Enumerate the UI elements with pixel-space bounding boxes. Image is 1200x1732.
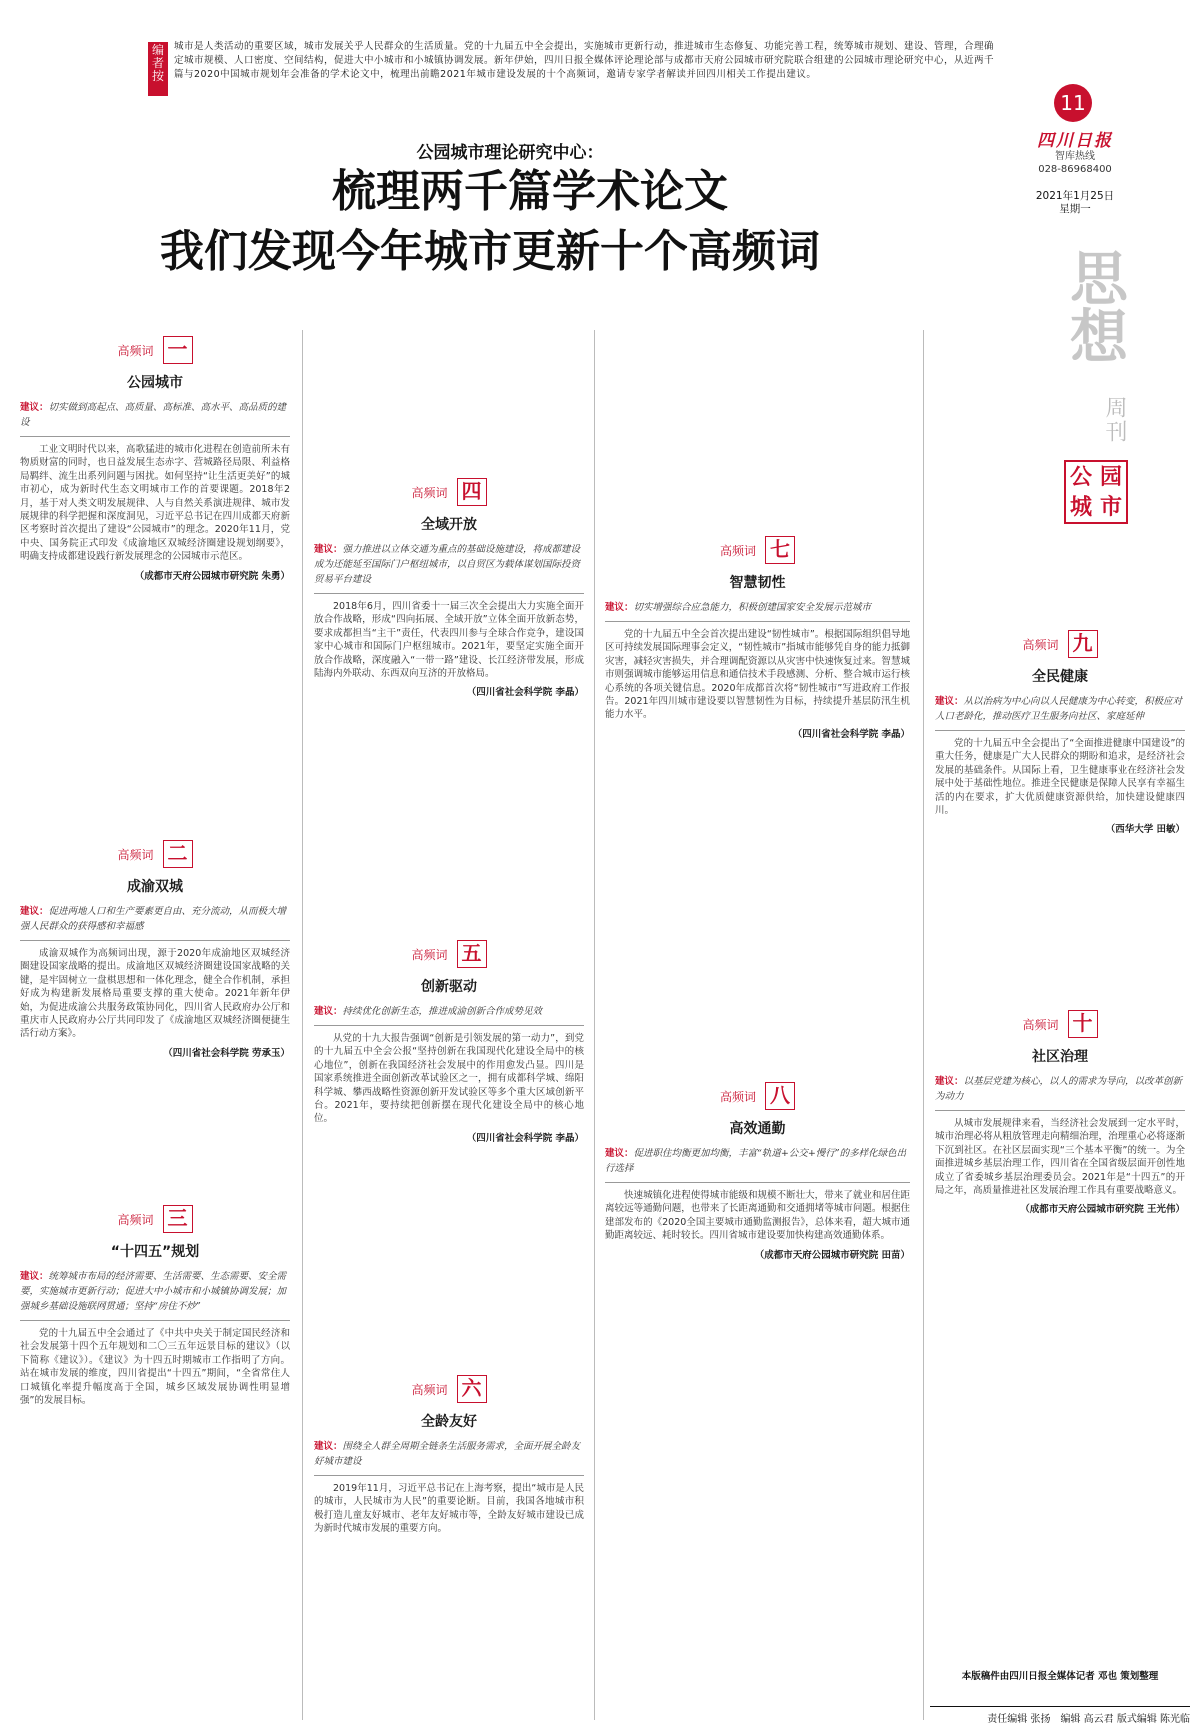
section-advice xyxy=(20,400,290,430)
advice-text: 促进职住均衡更加均衡，丰富“轨道+公交+慢行”的多样化绿色出行选择 xyxy=(605,1148,907,1174)
advice-label: 建议： xyxy=(605,1148,634,1159)
freq-label: 高频词 xyxy=(117,847,154,862)
freq-label: 高频词 xyxy=(117,1212,154,1227)
weekly-title: 思想 xyxy=(1060,248,1128,364)
section-signature: （四川省社会科学院 李晶） xyxy=(792,728,910,740)
section-10 xyxy=(935,1010,1185,1215)
section-title: 全域开放 xyxy=(421,517,477,533)
headline-kicker: 公园城市理论研究中心： xyxy=(416,143,604,163)
advice-label: 建议： xyxy=(314,1441,343,1452)
section-advice xyxy=(605,1146,910,1176)
section-title: 社区治理 xyxy=(1032,1049,1088,1065)
section-number: 二 xyxy=(163,840,193,868)
advice-label: 建议： xyxy=(20,1271,49,1282)
section-separator xyxy=(20,1320,290,1321)
section-number: 六 xyxy=(457,1375,487,1403)
section-body: 党的十九届五中全会提出了“全面推进健康中国建设”的重大任务，健康是广大人民群众的期盼和追求，是经济社会发展的基础条件。从国际上看，卫生健康事业在经济社会发展中处于基础性地位。推进全民健康是保障人民享有幸福生活的内在要求，扩大优质健康资源供给，加快建设健康四川。 xyxy=(935,738,1185,817)
section-header xyxy=(605,536,910,568)
advice-label: 建议： xyxy=(935,1076,964,1087)
section-body: 2018年6月，四川省委十一届三次全会提出大力实施全面开放合作战略，形成“四向拓展、全域开放”立体全面开放新态势，要求成都担当“主干”责任，代表四川参与全球合作竞争，建设国家中心城市和国际门户枢纽城市。2021年，要坚定实施全面开放合作战略，深度融入“一带一路”建设、长江经济带发展，形成陆海内外联动、东西双向互济的开放格局。 xyxy=(314,601,584,680)
section-signature: （成都市天府公园城市研究院 朱勇） xyxy=(134,570,290,582)
section-body: 工业文明时代以来，高歌猛进的城市化进程在创造前所未有物质财富的同时，也日益发展生态赤字、营城路径局限、利益格局羁绊、流生出系列问题与困扰。如何坚持“让生活更美好”的城市初心，成为新时代生态文明城市工作的首要课题。2018年2月，基于对人类文明发展规律、人与自然关系演进规律、城市发展规律的科学把握和深度洞见，习近平总书记在四川成都天府新区考察时首次提出了建设“公园城市”的理念。2020年11月，党中央、国务院正式印发《成渝地区双城经济圈建设规划纲要》，明确支持成都建设践行新发展理念的公园城市示范区。 xyxy=(20,444,290,563)
section-3 xyxy=(20,1205,290,1411)
section-9 xyxy=(935,630,1185,835)
section-number: 九 xyxy=(1068,630,1098,658)
section-8 xyxy=(605,1082,910,1261)
issue-date: 2021年1月25日 xyxy=(1035,190,1115,202)
advice-text: 切实增强综合应急能力，积极创建国家安全发展示范城市 xyxy=(633,602,872,613)
section-separator xyxy=(935,730,1185,731)
issue-weekday: 星期一 xyxy=(1059,203,1091,215)
headline-line-1: 梳理两千篇学术论文 xyxy=(332,166,728,217)
freq-label: 高频词 xyxy=(1022,637,1059,652)
advice-text: 持续优化创新生态，推进成渝创新合作成势见效 xyxy=(342,1006,543,1017)
advice-text: 从以治病为中心向以人民健康为中心转变，积极应对人口老龄化，推动医疗卫生服务向社区、家庭延伸 xyxy=(935,696,1183,722)
section-title: 智慧韧性 xyxy=(729,575,786,591)
section-number: 三 xyxy=(163,1205,193,1233)
section-separator xyxy=(605,621,910,622)
section-header xyxy=(605,1082,910,1114)
section-separator xyxy=(605,1182,910,1183)
section-6 xyxy=(314,1375,584,1540)
section-number: 五 xyxy=(457,940,487,968)
section-header xyxy=(20,840,290,872)
section-separator xyxy=(314,1475,584,1476)
section-signature: （四川省社会科学院 李晶） xyxy=(466,1132,584,1144)
section-title: 全龄友好 xyxy=(421,1414,477,1430)
section-header xyxy=(314,1375,584,1407)
section-signature: （四川省社会科学院 劳承玉） xyxy=(163,1047,290,1059)
section-title: “十四五”规划 xyxy=(110,1244,200,1260)
badge-char: 园 xyxy=(1099,464,1122,490)
advice-label: 建议： xyxy=(935,696,964,707)
section-number: 八 xyxy=(765,1082,795,1110)
column-badge xyxy=(1064,460,1128,524)
editor-note-label: 编者按 xyxy=(148,42,168,96)
hotline-block xyxy=(1020,150,1130,176)
section-2 xyxy=(20,840,290,1059)
section-body: 从城市发展规律来看，当经济社会发展到一定水平时，城市治理必将从粗放管理走向精细治理，治理重心必将逐渐下沉到社区。在社区层面实现“三个基本平衡”的统一。为全面推进城乡基层治理工作，四川省在全国省级层面开创性地成立了省委城乡基层治理委员会。2021年是“十四五”的开局之年，高质量推进社区发展治理工作具有重要战略意义。 xyxy=(935,1118,1185,1197)
section-advice xyxy=(20,904,290,934)
advice-text: 统筹城市布局的经济需要、生活需要、生态需要、安全需要，实施城市更新行动；促进大中小城市和小城镇协调发展；加强城乡基础设施联网贯通；坚持“房住不炒” xyxy=(20,1271,287,1312)
section-header xyxy=(314,940,584,972)
section-separator xyxy=(935,1110,1185,1111)
section-title: 公园城市 xyxy=(127,375,183,391)
section-separator xyxy=(20,436,290,437)
section-number: 七 xyxy=(765,536,795,564)
advice-text: 围绕全人群全周期全链条生活服务需求，全面开展全龄友好城市建设 xyxy=(314,1441,581,1467)
section-header xyxy=(935,630,1185,662)
paper-name: 四川日报 xyxy=(1037,131,1113,151)
closing-credit: 本版稿件由四川日报全媒体记者 邓也 策划整理 xyxy=(961,1671,1159,1682)
section-advice xyxy=(935,1074,1185,1104)
advice-text: 强力推进以立体交通为重点的基础设施建设，将成都建设成为还能延至国际门户枢纽城市，以自贸区为载体谋划国际投资贸易平台建设 xyxy=(314,544,581,585)
section-body: 从党的十九大报告强调“创新是引领发展的第一动力”，到党的十九届五中全会公报“坚持创新在我国现代化建设全局中的核心地位”，创新在我国经济社会发展中的作用愈发凸显。四川是国家系统推进全面创新改革试验区之一，拥有成都科学城、绵阳科学城、攀西战略性资源创新开发试验区等多个重大区域创新平台。2021年，要持续把创新摆在现代化建设全局中的核心地位。 xyxy=(314,1033,584,1125)
hotline-label: 智库热线 xyxy=(1055,151,1095,162)
section-title: 高效通勤 xyxy=(729,1121,786,1137)
section-body: 快速城镇化进程使得城市能级和规模不断壮大，带来了就业和居住距离较远等通勤问题，也带来了长距离通勤和交通拥堵等城市问题。根据住建部发布的《2020全国主要城市通勤监测报告》，总体来看，超大城市通勤距离较远、耗时较长。四川省城市建设要加快构建高效通勤体系。 xyxy=(605,1190,910,1242)
advice-label: 建议： xyxy=(314,544,343,555)
section-advice xyxy=(605,600,910,615)
section-title: 成渝双城 xyxy=(127,879,183,895)
section-5 xyxy=(314,940,584,1144)
section-number: 四 xyxy=(457,478,487,506)
hotline-number: 028-86968400 xyxy=(1038,164,1112,175)
section-signature: （西华大学 田敏） xyxy=(1105,824,1185,836)
advice-label: 建议： xyxy=(20,402,49,413)
section-advice xyxy=(935,694,1185,724)
section-7 xyxy=(605,536,910,740)
section-number: 十 xyxy=(1068,1010,1098,1038)
section-body: 党的十九届五中全会首次提出建设“韧性城市”。根据国际组织倡导地区可持续发展国际理事会定义，“韧性城市”指城市能够凭自身的能力抵御灾害，减轻灾害损失，并合理调配资源以从灾害中快速恢复过来。智慧城市则强调城市能够运用信息和通信技术手段感测、分析、整合城市运行核心系统的各项关键信息。2020年成都首次将“韧性城市”写进政府工作报告。2021年四川城市建设要以智慧韧性为目标，持续提升基层防汛生机能力水平。 xyxy=(605,629,910,721)
section-separator xyxy=(20,940,290,941)
footer-credits: 责任编辑 张扬 编辑 高云君 版式编辑 陈光临 xyxy=(987,1714,1190,1725)
freq-label: 高频词 xyxy=(1022,1017,1059,1032)
section-1 xyxy=(20,336,290,582)
footer-rule xyxy=(930,1706,1190,1707)
section-advice xyxy=(314,1439,584,1469)
freq-label: 高频词 xyxy=(411,947,448,962)
section-signature: （成都市天府公园城市研究院 王光伟） xyxy=(1020,1204,1185,1216)
advice-text: 切实做到高起点、高质量、高标准、高水平、高品质的建设 xyxy=(20,402,287,428)
advice-text: 以基层党建为核心，以人的需求为导向，以改革创新为动力 xyxy=(935,1076,1183,1102)
freq-label: 高频词 xyxy=(719,543,756,558)
section-header xyxy=(20,1205,290,1237)
page-number: 11 xyxy=(1054,84,1092,122)
advice-label: 建议： xyxy=(20,906,49,917)
section-advice xyxy=(314,542,584,587)
section-header xyxy=(314,478,584,510)
section-number: 一 xyxy=(163,336,193,364)
section-body: 成渝双城作为高频词出现，源于2020年成渝地区双城经济圈建设国家战略的提出。成渝地区双城经济圈建设国家战略的关键，是牢固树立一盘棋思想和一体化理念，健全合作机制，承担好成为构建新发展格局重要支撑的重大使命。2021年新年伊始，为促进成渝公共服务政策协同化，四川省人民政府办公厅和重庆市人民政府办公厅共同印发了《成渝地区双城经济圈便捷生活行动方案》。 xyxy=(20,948,290,1040)
section-advice xyxy=(314,1004,584,1019)
section-4 xyxy=(314,478,584,698)
section-separator xyxy=(314,1025,584,1026)
editor-note-text: 城市是人类活动的重要区域，城市发展关乎人民群众的生活质量。党的十九届五中全会提出，实施城市更新行动，推进城市生态修复、功能完善工程，统筹城市规划、建设、管理，合理确定城市规模、人口密度、空间结构，促进大中小城市和小城镇协调发展。新年伊始，四川日报全媒体评论理论部与成都市天府公园城市研究院联合组建的公园城市理论研究中心，从近两千篇与2020中国城市规划年会准备的学术论文中，梳理出前瞻2021年城市建设发展的十个高频词，邀请专家学者解读并回四川相关工作提出建议。 xyxy=(174,41,994,80)
section-body: 2019年11月，习近平总书记在上海考察，提出“城市是人民的城市，人民城市为人民”的重要论断。目前，我国各地城市积极打造儿童友好城市、老年友好城市等，全龄友好城市建设已成为新时代城市发展的重要方向。 xyxy=(314,1483,584,1535)
weekly-subtitle: 周刊 xyxy=(1102,396,1127,444)
section-title: 创新驱动 xyxy=(421,979,477,995)
freq-label: 高频词 xyxy=(719,1089,756,1104)
badge-char: 公 xyxy=(1069,464,1092,490)
advice-label: 建议： xyxy=(314,1006,343,1017)
column-divider xyxy=(594,330,595,1720)
freq-label: 高频词 xyxy=(411,485,448,500)
section-header xyxy=(20,336,290,368)
section-header xyxy=(935,1010,1185,1042)
column-divider xyxy=(923,330,924,1720)
advice-text: 促进两地人口和生产要素更自由、充分流动，从而极大增强人民群众的获得感和幸福感 xyxy=(20,906,287,932)
advice-label: 建议： xyxy=(605,602,634,613)
section-body: 党的十九届五中全会通过了《中共中央关于制定国民经济和社会发展第十四个五年规划和二〇三五年远景目标的建议》（以下简称《建议》）。《建议》为十四五时期城市工作指明了方向。站在城市发展的维度，四川省提出“十四五”期间，“全省常住人口城镇化率提升幅度高于全国，城乡区域发展协调性明显增强”的发展目标。 xyxy=(20,1328,290,1407)
section-advice xyxy=(20,1269,290,1314)
badge-char: 市 xyxy=(1099,494,1122,520)
freq-label: 高频词 xyxy=(411,1382,448,1397)
section-title: 全民健康 xyxy=(1032,669,1088,685)
section-signature: （成都市天府公园城市研究院 田苗） xyxy=(754,1249,910,1261)
badge-char: 城 xyxy=(1069,494,1092,520)
freq-label: 高频词 xyxy=(117,343,154,358)
column-divider xyxy=(302,330,303,1720)
section-separator xyxy=(314,593,584,594)
section-signature: （四川省社会科学院 李晶） xyxy=(466,687,584,699)
date-block xyxy=(1020,190,1130,216)
headline-line-2: 我们发现今年城市更新十个高频词 xyxy=(160,226,820,277)
